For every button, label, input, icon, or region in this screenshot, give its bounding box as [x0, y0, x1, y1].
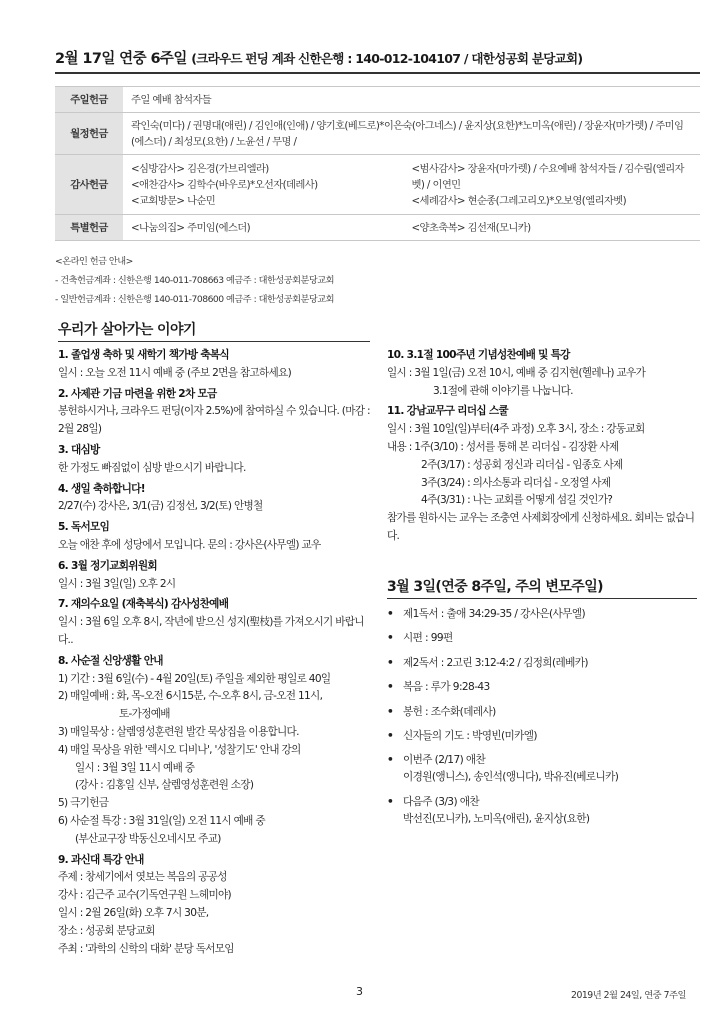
- offering-thanks-columns: [131, 161, 692, 209]
- online-offering-notes: [55, 252, 334, 309]
- offering-entry: <심방감사> 김은경(가브리엘라): [131, 162, 269, 175]
- news-item-line: 4주(3/31) : 나는 교회를 어떻게 섬길 것인가?: [421, 494, 613, 507]
- news-item: [58, 558, 370, 594]
- offering-monthly-text: 곽인숙(미다) / 권명대(애린) / 김인애(인애) / 양기호(베드로)*이은숙(아그네스) / 윤지상(요한)*노미옥(애린) / 장윤자(마가렛) / 주미임(에스더) / 최성모(요한) / 노윤선 / 무명 /: [123, 113, 700, 155]
- notes-heading: <온라인 헌금 안내>: [55, 256, 133, 267]
- bullet: •: [387, 632, 394, 645]
- news-item-line: 일시 : 3월 3일 11시 예배 중: [75, 761, 195, 774]
- offering-entry: <세례감사> 현순종(그레고리오)*오보영(엘리자벳): [411, 194, 627, 207]
- news-item-line: 일시 : 오늘 오전 11시 예배 중 (주보 2면을 참고하세요): [58, 366, 291, 379]
- offering-row-monthly: [55, 113, 700, 155]
- worship-list-item: • 제1독서 : 출애 34:29-35 / 강사은(사무엘): [387, 606, 697, 623]
- news-item-line: 6) 사순절 특강 : 3월 31일(일) 오전 11시 예배 중: [58, 814, 265, 827]
- footer-date: 2019년 2월 24일, 연중 7주일: [571, 990, 686, 1001]
- news-item-line: 일시 : 2월 26일(화) 오후 7시 30분,: [58, 906, 209, 919]
- news-item-line: 4) 매일 묵상을 위한 '렉시오 디비나', '성찰기도' 안내 강의: [58, 743, 301, 756]
- bullet: •: [387, 795, 394, 808]
- news-item-line: 참가를 원하시는 교우는 조충연 사제회장에게 신청하세요. 회비는 없습니다.: [387, 512, 695, 542]
- bullet: •: [387, 608, 394, 620]
- worship-list-item: • 봉헌 : 조수화(데레사): [387, 704, 697, 721]
- worship-list-item: • 다음주 (3/3) 애찬 박선진(모니카), 노미옥(애린), 윤지상(요한): [387, 794, 697, 828]
- offering-row-sunday: [55, 87, 700, 113]
- offering-category-label: 월정헌금: [55, 113, 123, 155]
- news-item: [58, 519, 370, 555]
- news-item-title: 2. 사제관 기금 마련을 위한 2차 모금: [58, 387, 217, 400]
- worship-divider: [387, 598, 697, 599]
- worship-list-item: • 이번주 (2/17) 애찬 이경원(앵니스), 송인석(앵니다), 박유진(베로니카): [387, 752, 697, 786]
- worship-list-subtext: 박선진(모니카), 노미옥(애린), 윤지상(요한): [403, 812, 590, 825]
- news-item-title: 3. 대심방: [58, 443, 100, 456]
- news-item-line: 2/27(수) 강사은, 3/1(금) 김정선, 3/2(토) 안병철: [58, 500, 263, 513]
- news-item: [58, 386, 370, 439]
- notes-building-account: - 건축헌금계좌 : 신한은행 140-011-708663 예금주 : 대한성공회분당교회: [55, 275, 334, 286]
- offering-table: [55, 86, 700, 241]
- news-item-line: 주제 : 창세기에서 엿보는 복음의 공공성: [58, 871, 227, 884]
- offering-category-label: 주일헌금: [55, 87, 123, 113]
- news-item-line: 일시 : 3월 1일(금) 오전 10시, 예배 중 김지현(헬레나) 교우가: [387, 366, 646, 379]
- news-item-line: 일시 : 3월 3일(일) 오후 2시: [58, 577, 176, 590]
- news-item: [58, 653, 370, 849]
- news-item-title: 4. 생일 축하합니다!: [58, 482, 145, 495]
- offering-entry: <양초축복> 김선재(모니카): [411, 221, 531, 234]
- news-item-line: (부산교구장 박동신오네시모 주교): [75, 832, 221, 845]
- news-item-title: 6. 3월 정기교회위원회: [58, 559, 157, 572]
- news-item-title: 8. 사순절 신앙생활 안내: [58, 654, 163, 667]
- news-item-line: 내용 : 1주(3/10) : 성서를 통해 본 리더십 - 김장환 사제: [387, 440, 619, 453]
- bullet: •: [387, 681, 394, 694]
- news-item-title: 1. 졸업생 축하 및 새학기 책가방 축복식: [58, 349, 229, 361]
- stories-divider: [58, 341, 370, 342]
- news-item: [58, 442, 370, 478]
- offering-thanks-right: [412, 161, 693, 209]
- news-item-line: 5) 극기헌금: [58, 797, 109, 810]
- news-item: [387, 347, 699, 400]
- bullet: •: [387, 705, 394, 718]
- news-item-line: 2) 매일예배 : 화, 목-오전 6시15분, 수-오후 8시, 금-오전 11시,: [58, 690, 323, 703]
- header-divider: [55, 72, 700, 74]
- news-item: [387, 403, 699, 545]
- news-item-line: 2주(3/17) : 성공회 정신과 리더십 - 임종호 사제: [421, 458, 623, 471]
- offering-thanks-left: [131, 161, 412, 209]
- news-item-title: 11. 강남교무구 리더십 스쿨: [387, 405, 508, 418]
- offering-row-thanks: [55, 155, 700, 215]
- news-item-title: 5. 독서모임: [58, 521, 110, 534]
- news-item-title: 10. 3.1절 100주년 기념성찬예배 및 특강: [387, 349, 570, 361]
- news-item-line: 3주(3/24) : 의사소통과 리더십 - 오정열 사제: [421, 476, 611, 489]
- news-item-line: 3) 매일묵상 : 살렘영성훈련원 발간 묵상집을 이용합니다.: [58, 725, 299, 738]
- news-item: [58, 347, 370, 383]
- news-item-title: 7. 재의수요일 (재축복식) 감사성찬예배: [58, 598, 229, 611]
- news-item-title: 9. 과신대 특강 안내: [58, 853, 144, 866]
- offering-entry: <범사감사> 장윤자(마가렛) / 수요예배 참석자들 / 김수림(엘리자벳) / 이연민: [411, 162, 684, 191]
- offering-category-label: 특별헌금: [55, 215, 123, 241]
- news-item-line: 3.1절에 관해 이야기를 나눕니다.: [433, 384, 573, 397]
- bullet: •: [387, 754, 394, 767]
- bullet: •: [387, 729, 394, 742]
- offering-sunday-text: 주일 예배 참석자들: [123, 87, 700, 113]
- news-item: [58, 852, 370, 959]
- news-item-line: 강사 : 김근주 교수(기독연구원 느헤미야): [58, 889, 231, 902]
- worship-list: [387, 606, 697, 835]
- page-number: 3: [356, 985, 363, 998]
- stories-section-title: 우리가 살아가는 이야기: [58, 322, 196, 338]
- worship-list-item: • 제2독서 : 2고린 3:12-4:2 / 김정희(레베카): [387, 655, 697, 672]
- notes-general-account: - 일반헌금계좌 : 신한은행 140-011-708600 예금주 : 대한성공회분당교회: [55, 294, 334, 305]
- worship-list-item: • 시편 : 99편: [387, 630, 697, 647]
- news-item-line: 장소 : 성공회 분당교회: [58, 924, 155, 937]
- header-crowdfunding-account: (크라우드 펀딩 계좌 신한은행 : 140-012-104107 / 대한성공회 분당교회): [191, 51, 583, 66]
- offering-entry: <애찬감사> 김학수(바우로)*오선자(데레사): [131, 178, 318, 191]
- offering-row-special: [55, 215, 700, 241]
- news-item: [58, 596, 370, 649]
- worship-list-item: • 신자들의 기도 : 박영빈(미카엘): [387, 728, 697, 745]
- worship-section-title: 3월 3일(연중 8주일, 주의 변모주일): [387, 579, 603, 595]
- offering-entry: <교회방문> 나순민: [131, 194, 216, 207]
- news-item-line: 주최 : '과학의 신학의 대화' 분당 독서모임: [58, 942, 234, 955]
- worship-list-subtext: 이경원(앵니스), 송인석(앵니다), 박유진(베로니카): [403, 771, 619, 784]
- page-header: [55, 47, 675, 68]
- header-title: [55, 47, 675, 68]
- header-date-title: 2월 17일 연중 6주일: [55, 51, 187, 67]
- news-item-line: 일시 : 3월 6일 오후 8시, 작년에 받으신 성지(聖枝)를 가져오시기 바랍니다..: [58, 616, 364, 646]
- bullet: •: [387, 656, 394, 669]
- news-item: [58, 481, 370, 517]
- news-item-line: 봉헌하시거나, 크라우드 펀딩(이자 2.5%)에 참여하실 수 있습니다. (마감 : 2월 28일): [58, 405, 370, 436]
- news-item-line: 토-가정예배: [119, 708, 170, 721]
- offering-entry: <나눔의집> 주미임(에스더): [131, 221, 251, 234]
- offering-category-label: 감사헌금: [55, 155, 123, 215]
- news-item-line: 한 가정도 빠짐없이 심방 받으시기 바랍니다.: [58, 461, 246, 474]
- news-item-line: 오늘 애찬 후에 성당에서 모입니다. 문의 : 강사은(사무엘) 교우: [58, 538, 321, 551]
- news-item-line: 일시 : 3월 10일(일)부터(4주 과정) 오후 3시, 장소 : 강동교회: [387, 423, 645, 436]
- news-column-right: [387, 347, 699, 549]
- news-item-line: (강사 : 김홍일 신부, 살렘영성훈련원 소장): [75, 779, 254, 792]
- worship-list-item: • 복음 : 루가 9:28-43: [387, 679, 697, 696]
- news-item-line: 1) 기간 : 3월 6일(수) - 4월 20일(토) 주일을 제외한 평일로 40일: [58, 672, 331, 685]
- news-column-left: [58, 347, 370, 961]
